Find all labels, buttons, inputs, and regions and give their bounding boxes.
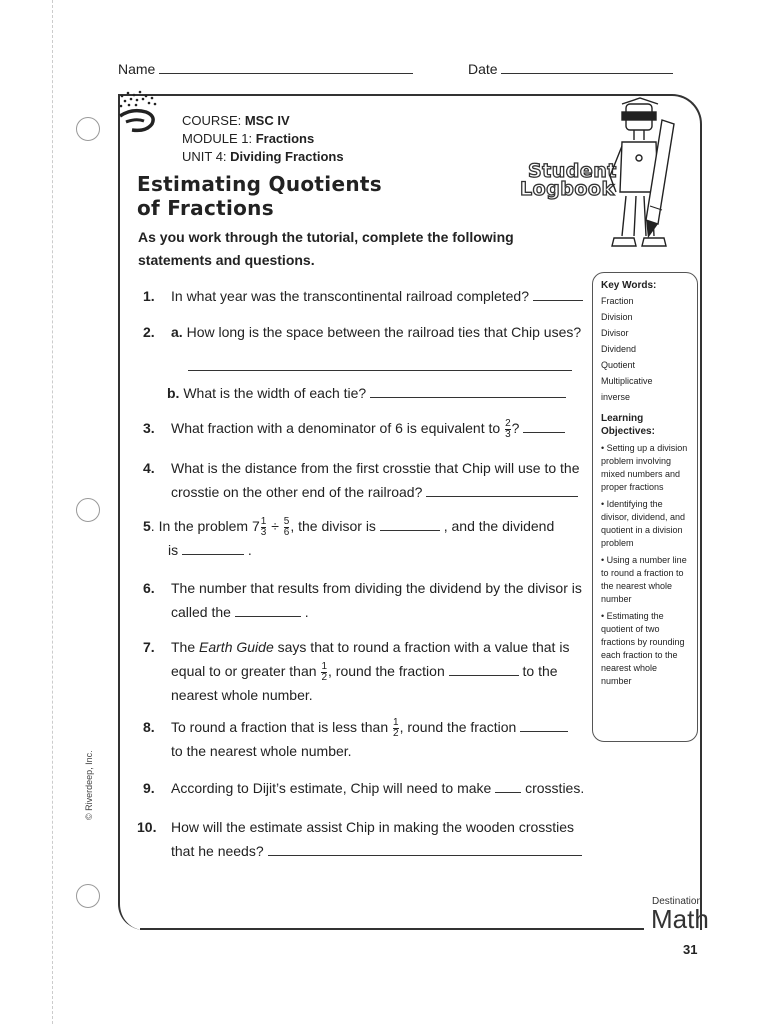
fraction: $\frac{2}{3}$ (505, 417, 511, 440)
key-word: Multiplicative (601, 376, 653, 386)
key-word: Quotient (601, 360, 636, 370)
question-8: 8. To round a fraction that is less than $\frac{1}{2}$ , round the fraction to the nearest whole number. (143, 715, 568, 763)
date-field[interactable]: Date (468, 61, 673, 77)
name-line[interactable] (159, 73, 413, 74)
key-word: Division (601, 312, 633, 322)
binder-hole (76, 884, 100, 908)
answer-line[interactable] (533, 300, 583, 301)
question-10: 10. How will the estimate assist Chip in making the wooden crossties that he needs? (137, 815, 582, 863)
date-line[interactable] (501, 73, 673, 74)
question-9: 9. According to Dijit’s estimate, Chip will need to make crossties. (143, 780, 585, 796)
answer-line[interactable] (520, 731, 568, 732)
math-label: Math (651, 904, 709, 934)
answer-line[interactable] (370, 397, 566, 398)
question-6: 6. The number that results from dividing the dividend by the divisor is called the . (143, 580, 582, 620)
key-word: Fraction (601, 296, 634, 306)
question-3: 3. What fraction with a denominator of 6 is equivalent to $\frac{2}{3}$ ? (143, 416, 565, 440)
objective-item: • Using a number line to round a fraction to the nearest whole number (601, 555, 687, 604)
answer-line[interactable] (426, 496, 578, 497)
objective-item: • Identifying the divisor, dividend, and quotient in a division problem (601, 499, 686, 548)
question-2a: 2. a. How long is the space between the railroad ties that Chip uses? (143, 324, 582, 340)
binder-hole (76, 498, 100, 522)
answer-line[interactable] (495, 792, 521, 793)
robot-mascot-icon (600, 96, 682, 266)
question-7: 7. The Earth Guide says that to round a fraction with a value that is equal to or greater than $\frac{1}{2}$ , round the fraction to the nearest whole number. (143, 639, 570, 703)
name-field[interactable]: Name (118, 61, 413, 77)
question-2b: b. What is the width of each tie? (167, 381, 566, 405)
answer-line[interactable] (188, 370, 572, 371)
answer-line[interactable] (523, 432, 565, 433)
page-title: Estimating Quotients of Fractions (137, 172, 382, 220)
answer-line[interactable] (449, 675, 519, 676)
page-number: 31 (683, 942, 698, 957)
objective-item: • Setting up a division problem involving mixed numbers and proper fractions (601, 443, 688, 492)
dividend-answer-line[interactable] (182, 554, 244, 555)
answer-line[interactable] (235, 616, 301, 617)
key-word: inverse (601, 392, 631, 402)
course-info: COURSE: MSC IV MODULE 1: Fractions UNIT 4: Dividing Fractions (182, 113, 344, 164)
copyright: © Riverdeep, Inc. (84, 750, 94, 820)
binder-hole (76, 117, 100, 141)
objective-item: • Estimating the quotient of two fractions by rounding each fraction to the nearest whole number (601, 611, 685, 686)
question-5: 5. In the problem 7 $\frac{1}{3}$ ÷ $\frac{5}{6}$ , the divisor is , and the dividend is . (143, 515, 555, 558)
student-logbook-label: Student Logbook (520, 160, 617, 200)
question-1: 1. In what year was the transcontinental railroad completed? (143, 284, 583, 308)
key-words-box: Key Words: Fraction Division Divisor Dividend Quotient Multiplicative inverse Learning Objectives: • Setting up a division problem involving mixed numbers and proper fractions • Identifying the divisor, dividend, and quotient in a division problem • Using a number line to round a fraction to the nearest whole number • Estimating the quotient of two fractions by rounding each fraction to the nearest whole number (592, 272, 698, 742)
key-word: Dividend (601, 344, 637, 354)
riverdeep-logo-icon (112, 86, 168, 136)
divisor-answer-line[interactable] (380, 530, 440, 531)
key-word: Divisor (601, 328, 629, 338)
frame-bottom-rule (140, 928, 644, 930)
question-4: 4. What is the distance from the first crosstie that Chip will use to the crosstie on the other end of the railroad? (143, 460, 580, 500)
instructions: As you work through the tutorial, complete the following statements and questions. (138, 229, 514, 268)
answer-line[interactable] (268, 855, 582, 856)
perforation-line (52, 0, 53, 1024)
destination-label: Destination (652, 896, 703, 907)
